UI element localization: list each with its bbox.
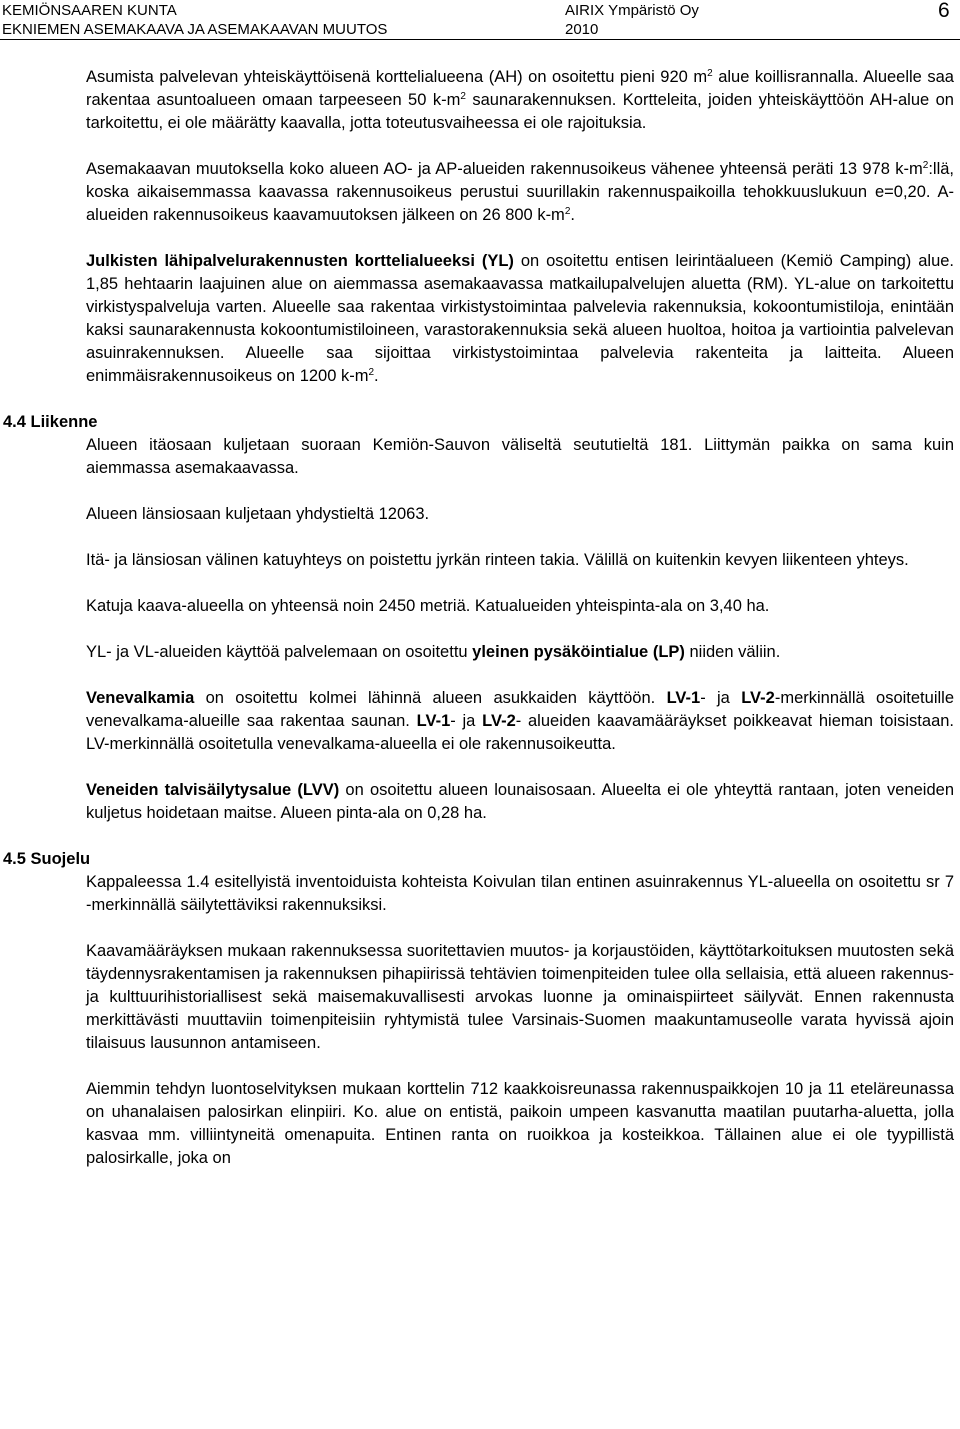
- header-consultant: AIRIX Ympäristö Oy: [565, 2, 699, 19]
- paragraph-boat-storage: Veneiden talvisäilytysalue (LVV) on osoitettu alueen lounaisosaan. Alueelta ei ole yhteyttä rantaan, joten veneiden kuljetus hoidetaan maitse. Alueen pinta-ala on 0,28 ha.: [86, 781, 954, 822]
- paragraph-street-connection: Itä- ja länsiosan välinen katuyhteys on poistettu jyrkän rinteen takia. Välillä on kuitenkin kevyen liikenteen yhteys.: [86, 551, 909, 569]
- header-doc-title: EKNIEMEN ASEMAKAAVA JA ASEMAKAAVAN MUUTOS: [2, 21, 388, 38]
- paragraph-boat-landings: Venevalkamia on osoitettu kolmei lähinnä alueen asukkaiden käyttöön. LV-1- ja LV-2-merkinnällä osoitetuille venevalkama-alueille saa rakentaa saunan. LV-1- ja LV-2- alueiden kaavamääräykset poikkeavat hieman toisistaan. LV-merkinnällä osoitetulla venevalkama-alueella ei ole rakennusoikeutta.: [86, 689, 955, 753]
- page-header: [0, 0, 960, 40]
- paragraph-street-length: Katuja kaava-alueella on yhteensä noin 2450 metriä. Katualueiden yhteispinta-ala on 3,40 ha.: [86, 597, 770, 615]
- document-body: [0, 66, 960, 1170]
- paragraph-yl-area: Julkisten lähipalvelurakennusten korttelialueeksi (YL) on osoitettu entisen leirintäalueen (Kemiö Camping) alue. 1,85 hehtaarin laajuinen alue on aiemmassa asemakaavassa matkailupalvelujen aluetta (RM). YL-alue on tarkoitettu virkistyspalveluja varten. Alueelle saa rakentaa virkistystoimintaa palvelevia rakennuksia, kokoontumistiloja, enintään kaksi saunarakennusta kokoontumistiloineen, varastorakennuksia sekä alueen huoltoa, hoitoa ja vartiointia palvelevan asuinrakennuksen. Alueelle saa sijoittaa virkistystoimintaa palvelevia rakenteita ja laitteita. Alueen enimmäisrakennusoikeus on 1200 $k-m^2$.: [86, 252, 955, 385]
- paragraph-building-rights: Asemakaavan muutoksella koko alueen AO- ja AP-alueiden rakennusoikeus vähenee yhteensä peräti 13 978 $k-m^2:llä$, koska aikaisemmassa kaavassa rakennusoikeus perustui suurillakin rakennuspaikoilla tehokkuuslukuun e=0,20. A-alueiden rakennusoikeus kaavamuutoksen jälkeen on 26 800 $k-m^2$.: [86, 160, 954, 224]
- page-number: 6: [938, 0, 950, 22]
- header-year: 2010: [565, 21, 599, 38]
- paragraph-protection-rules: Kaavamääräyksen mukaan rakennuksessa suoritettavien muutos- ja korjaustöiden, käyttötarkoituksen muutosten sekä täydennysrakentamisen ja rakennuksen pihapiirissä tehtävien toimenpiteiden tulee olla sellaisia, että alueen rakennus- ja kulttuurihistoriallisest sekä maisemakuvallisesti arvokas luonne ja ominaispiirteet säilyvät. Ennen rakennusta merkittävästi muuttaviin toimenpiteisiin ryhtymistä tulee Varsinais-Suomen maakuntamuseolle varata hyvissä ajoin tilaisuus lausunnon antamiseen.: [86, 942, 954, 1052]
- paragraph-traffic-west: Alueen länsiosaan kuljetaan yhdystieltä 12063.: [86, 505, 430, 523]
- paragraph-nature-survey: Aiemmin tehdyn luontoselvityksen mukaan korttelin 712 kaakkoisreunassa rakennuspaikkojen 10 ja 11 eteläreunassa on uhanalaisen palosirkan elinpiiri. Ko. alue on entistä, paikoin umpeen kasvanutta maatilan puutarha-aluetta, jolla kasvaa mm. villiintyneitä omenapuita. Entinen ranta on ruoikkoa ja kosteikkoa. Tällainen alue ei ole tyypillistä palosirkalle, joka on: [86, 1080, 954, 1167]
- section-heading-liikenne: 4.4 Liikenne: [3, 413, 98, 431]
- section-heading-suojelu: 4.5 Suojelu: [3, 850, 91, 868]
- paragraph-parking: YL- ja VL-alueiden käyttöä palvelemaan on osoitettu yleinen pysäköintialue (LP) niiden väliin.: [86, 643, 781, 661]
- paragraph-protected-building: Kappaleessa 1.4 esitellyistä inventoiduista kohteista Koivulan tilan entinen asuinrakennus YL-alueella on osoitettu sr 7 -merkinnällä säilytettäviksi rakennuksiksi.: [86, 873, 954, 914]
- header-org: KEMIÖNSAAREN KUNTA: [2, 2, 177, 19]
- paragraph-ah-area: Asumista palvelevan yhteiskäyttöisenä korttelialueena (AH) on osoitettu pieni 920 $m^2$ alue koillisrannalla. Alueelle saa rakentaa asuntoalueen omaan tarpeeseen 50 $k-m^2$ saunarakennuksen. Kortteleita, joiden yhteiskäyttöön AH-alue on tarkoitettu, ei ole määrätty kaavalla, jotta toteutusvaiheessa ei ole rajoituksia.: [86, 68, 954, 132]
- paragraph-traffic-east: Alueen itäosaan kuljetaan suoraan Kemiön-Sauvon väliseltä seututieltä 181. Liittymän paikka on sama kuin aiemmassa asemakaavassa.: [86, 436, 954, 477]
